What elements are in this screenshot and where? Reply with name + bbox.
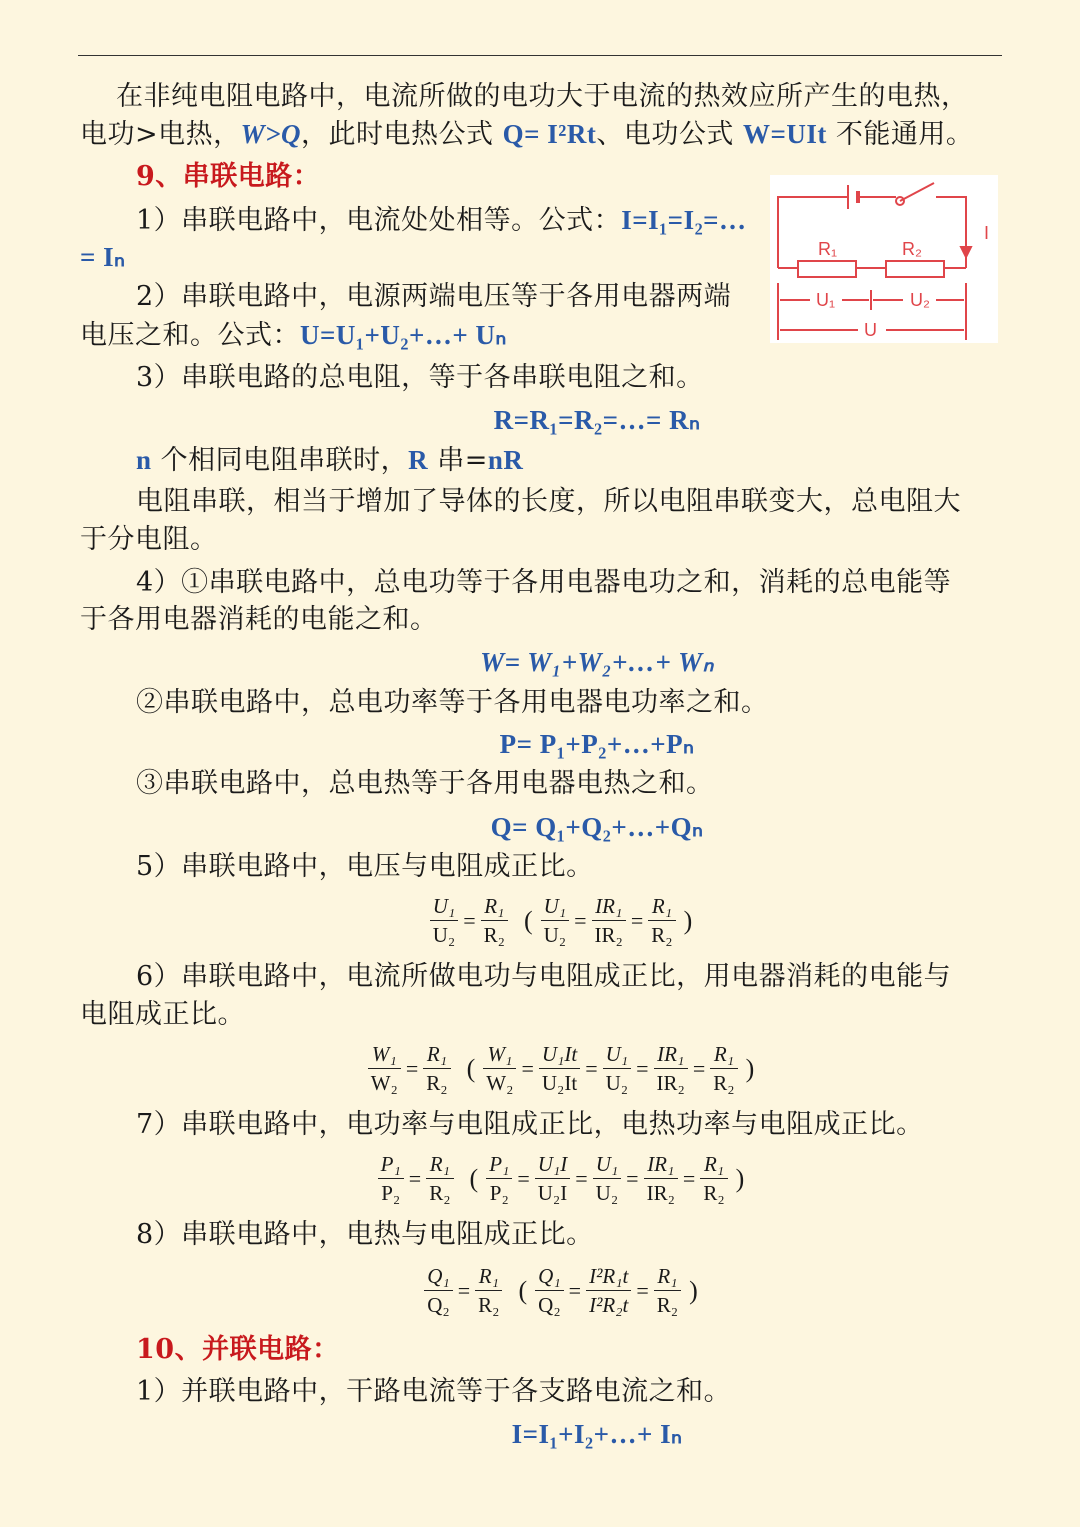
s9-p3: 3）串联电路的总电阻，等于各串联电阻之和。 [136, 362, 704, 393]
label-i: I [984, 223, 990, 243]
formula-7: $\frac{\text{P₁}}{\text{P₂}}$ = $\frac{\text{R₁}}{\text{R₂}}$ ( $\frac{\text{P₁}}{\text{P₂}}$ = $\frac{\text{U₁I}}{\text{U₂I}}$ = $\frac{\text{U₁}}{\text{U₂}}$ = $\frac{\text{IR₁}}{\text{IR₂}}$ = $\frac{\text{R₁}}{\text{R₂}}$ ) [0, 1150, 1080, 1207]
s9-p4-b-formula: P= P₁+P₂+…+Pₙ [499, 729, 695, 759]
s9-p4-c-formula: Q= Q₁+Q₂+…+Qₙ [490, 812, 704, 842]
s9-p3-expl-1: 电阻串联，相当于增加了导体的长度，所以电阻串联变大，总电阻大 [136, 486, 961, 517]
series-circuit-diagram [770, 175, 998, 343]
intro-line-2: 电功>电热，W>Q，此时电热公式 Q= I²Rt、电功公式 W=UIt 不能通用。 [80, 119, 974, 150]
s9-p4-b: ②串联电路中，总电功率等于各用电器电功率之和。 [136, 687, 769, 718]
s10-p1-formula: I=I₁+I₂+…+ Iₙ [511, 1419, 683, 1449]
resistor-r2 [886, 261, 944, 277]
circuit-svg [770, 175, 998, 343]
s9-p4-formula: W= W₁+W₂+…+ Wₙ [480, 647, 714, 677]
formula-8: $\frac{\text{Q₁}}{\text{Q₂}}$ = $\frac{\text{R₁}}{\text{R₂}}$ ( $\frac{\text{Q₁}}{\text{Q₂}}$ = $\frac{\text{I²R₁t}}{\text{I²R₂t}}$ = $\frac{\text{R₁}}{\text{R₂}}$ ) [0, 1262, 1080, 1319]
formula-5: $\frac{\text{U₁}}{\text{U₂}}$ = $\frac{\text{R₁}}{\text{R₂}}$ ( $\frac{\text{U₁}}{\text{U₂}}$ = $\frac{\text{IR₁}}{\text{IR₂}}$ = $\frac{\text{R₁}}{\text{R₂}}$ ) [0, 892, 1080, 949]
s9-p2-line2: 电压之和。公式：U=U₁+U₂+…+ Uₙ [80, 320, 507, 351]
label-u1: U₁ [816, 290, 836, 310]
s9-p4-2: 于各用电器消耗的电能之和。 [80, 604, 438, 635]
label-r2: R₂ [902, 239, 922, 259]
s9-p6-2: 电阻成正比。 [80, 999, 245, 1030]
s9-p3-expl-2: 于分电阻。 [80, 524, 218, 555]
resistor-r1 [798, 261, 856, 277]
label-u2: U₂ [910, 290, 930, 310]
intro-line-1: 在非纯电阻电路中，电流所做的电功大于电流的热效应所产生的电热， [116, 81, 969, 112]
s9-p2-line1: 2）串联电路中，电源两端电压等于各用电器两端 [136, 281, 732, 312]
s9-p6-1: 6）串联电路中，电流所做电功与电阻成正比，用电器消耗的电能与 [136, 961, 952, 992]
s9-p7: 7）串联电路中，电功率与电阻成正比，电热功率与电阻成正比。 [136, 1109, 924, 1140]
wire-left-top [778, 197, 848, 268]
s9-p4-1: 4）①串联电路中，总电功等于各用电器电功之和，消耗的总电能等 [136, 567, 952, 598]
s9-p3-note: n 个相同电阻串联时，R 串=nR [136, 445, 524, 476]
formula-6: $\frac{\text{W₁}}{\text{W₂}}$ = $\frac{\text{R₁}}{\text{R₂}}$ ( $\frac{\text{W₁}}{\text{W₂}}$ = $\frac{\text{U₁It}}{\text{U₂It}}$ = $\frac{\text{U₁}}{\text{U₂}}$ = $\frac{\text{IR₁}}{\text{IR₂}}$ = $\frac{\text{R₁}}{\text{R₂}}$ ) [0, 1040, 1080, 1097]
top-rule [78, 55, 1002, 56]
s10-p1: 1）并联电路中，干路电流等于各支路电流之和。 [136, 1376, 732, 1407]
s9-p1: 1）串联电路中，电流处处相等。公式：I=I₁=I₂=… [136, 205, 747, 236]
current-arrow-head [961, 247, 971, 257]
s9-p5: 5）串联电路中，电压与电阻成正比。 [136, 851, 594, 882]
switch-lever [900, 183, 934, 201]
s9-p8: 8）串联电路中，电热与电阻成正比。 [136, 1219, 594, 1250]
wire-right [936, 197, 966, 268]
label-r1: R₁ [818, 239, 838, 259]
label-u: U [864, 320, 877, 340]
s9-p3-formula: R=R₁=R₂=…= Rₙ [493, 405, 701, 435]
section-9-heading: 9、串联电路： [136, 161, 321, 192]
s9-p1-cont: = Iₙ [80, 242, 126, 272]
s9-p4-c: ③串联电路中，总电热等于各用电器电热之和。 [136, 768, 714, 799]
section-10-heading: 10、并联电路： [136, 1334, 340, 1365]
